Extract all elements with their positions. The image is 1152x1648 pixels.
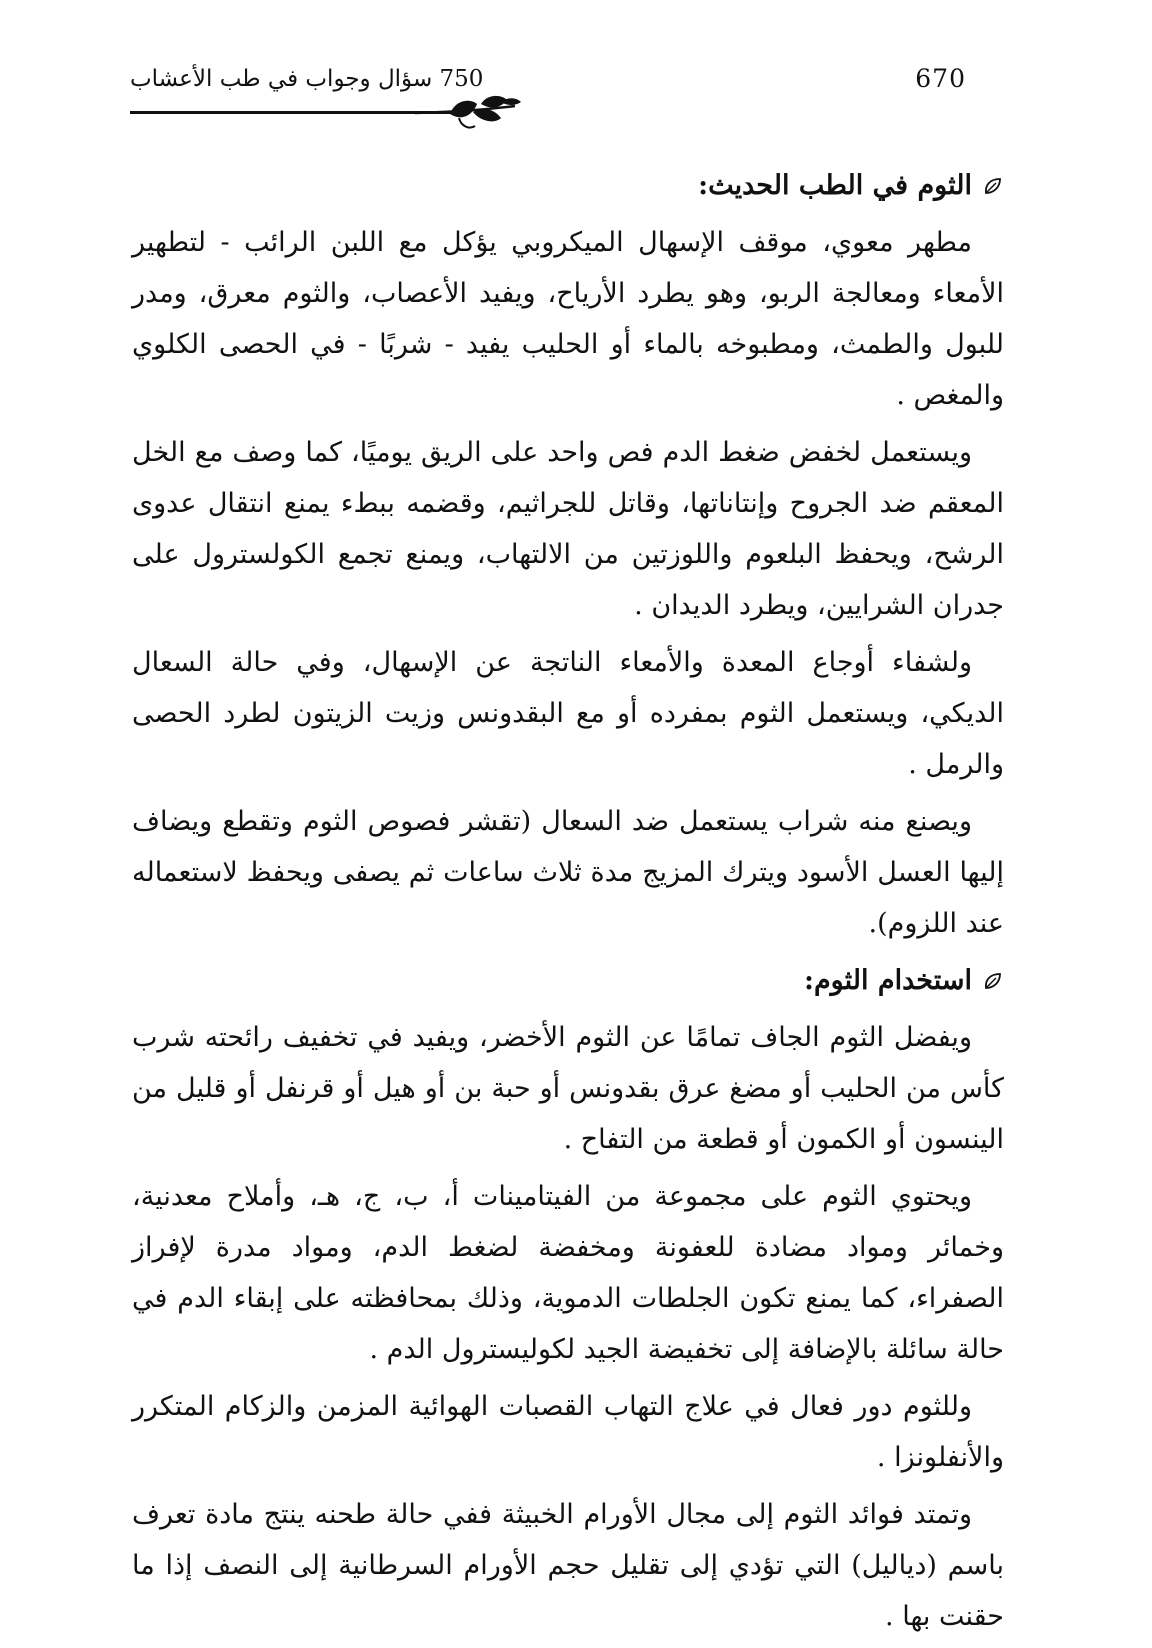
leaf-bullet-icon	[982, 970, 1004, 992]
section-heading-text: استخدام الثوم:	[804, 965, 972, 996]
page-content	[132, 160, 1004, 1648]
paragraph: ويفضل الثوم الجاف تمامًا عن الثوم الأخضر، ويفيد في تخفيف رائحته شرب كأس من الحليب أو مضغ عرق بقدونس أو حبة بن أو هيل أو قرنفل أو قليل من الينسون أو الكمون أو قطعة من التفاح .	[132, 1022, 1004, 1155]
paragraph: ويستعمل لخفض ضغط الدم فص واحد على الريق يوميًا، كما وصف مع الخل المعقم ضد الجروح وإنتاناتها، وقاتل للجراثيم، وقضمه ببطء يمنع انتقال عدوى الرشح، ويحفظ البلعوم واللوزتين من الالتهاب، ويمنع تجمع الكولسترول على جدران الشرايين، ويطرد الديدان .	[132, 437, 1004, 621]
paragraph: ويحتوي الثوم على مجموعة من الفيتامينات أ، ب، ج، هـ، وأملاح معدنية، وخمائر ومواد مضادة للعفونة ومخفضة لضغط الدم، ومواد مدرة لإفراز الصفراء، كما يمنع تكون الجلطات الدموية، وذلك بمحافظته على إبقاء الدم في حالة سائلة بالإضافة إلى تخفيضة الجيد لكوليسترول الدم .	[132, 1181, 1004, 1365]
floral-ornament-icon	[415, 92, 525, 132]
section-heading-garlic-usage	[132, 955, 1004, 1006]
paragraph: مطهر معوي، موقف الإسهال الميكروبي يؤكل مع اللبن الرائب - لتطهير الأمعاء ومعالجة الربو، وهو يطرد الأرياح، ويفيد الأعصاب، والثوم معرق، ومدر للبول والطمث، ومطبوخه بالماء أو الحليب يفيد - شربًا - في الحصى الكلوي والمغص .	[132, 227, 1004, 411]
paragraph: وتمتد فوائد الثوم إلى مجال الأورام الخبيثة ففي حالة طحنه ينتج مادة تعرف باسم (دياليل) التي تؤدي إلى تقليل حجم الأورام السرطانية إلى النصف إذا ما حقنت بها .	[132, 1499, 1004, 1632]
paragraph: ولشفاء أوجاع المعدة والأمعاء الناتجة عن الإسهال، وفي حالة السعال الديكي، ويستعمل الثوم بمفرده أو مع البقدونس وزيت الزيتون لطرد الحصى والرمل .	[132, 647, 1004, 780]
leaf-bullet-icon	[982, 175, 1004, 197]
paragraph: ويصنع منه شراب يستعمل ضد السعال (تقشر فصوص الثوم وتقطع ويضاف إليها العسل الأسود ويترك المزيج مدة ثلاث ساعات ثم يصفى ويحفظ لاستعماله عند اللزوم).	[132, 806, 1004, 939]
paragraph: وللثوم دور فعال في علاج التهاب القصبات الهوائية المزمن والزكام المتكرر والأنفلونزا .	[132, 1391, 1004, 1473]
section-heading-text: الثوم في الطب الحديث:	[698, 170, 972, 201]
page-number: 670	[915, 64, 966, 93]
book-title: 750 سؤال وجواب في طب الأعشاب	[130, 66, 484, 92]
section-heading-modern-medicine	[132, 160, 1004, 211]
page-header	[130, 62, 1010, 132]
